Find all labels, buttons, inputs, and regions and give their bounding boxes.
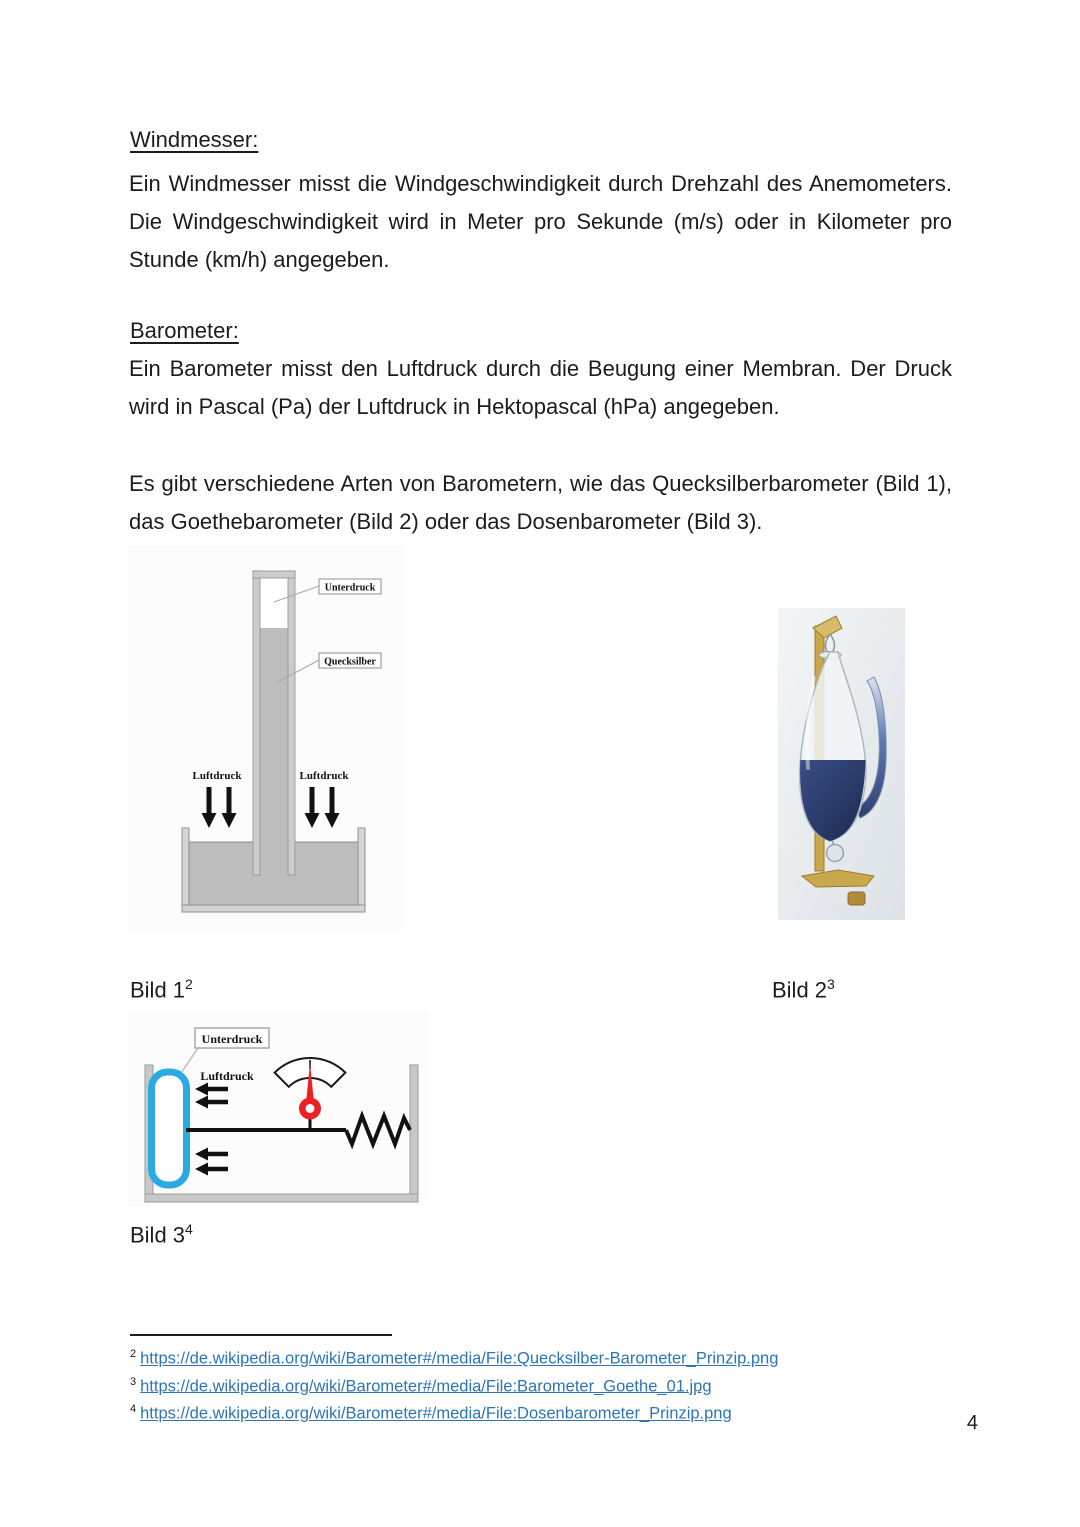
footnote-link-dosen[interactable]: https://de.wikipedia.org/wiki/Barometer#/media/File:Dosenbarometer_Prinzip.png xyxy=(140,1404,732,1423)
footnote-link-goethe[interactable]: https://de.wikipedia.org/wiki/Barometer#/media/File:Barometer_Goethe_01.jpg xyxy=(140,1377,712,1395)
vacuum-space xyxy=(260,578,288,628)
mercury-column xyxy=(260,628,288,868)
figure-quecksilberbarometer-diagram xyxy=(128,545,405,930)
caption-text: Bild 3 xyxy=(130,1222,186,1248)
label-luftdruck-right: Luftdruck xyxy=(299,770,349,782)
caption-bild-1 xyxy=(130,970,193,1004)
basin-wall-left xyxy=(182,828,189,912)
footnote-marker: 4 xyxy=(130,1403,137,1415)
label-quecksilber: Quecksilber xyxy=(324,656,376,668)
section-heading-barometer: Barometer: xyxy=(130,318,239,343)
basin-bottom xyxy=(182,905,365,912)
tube-wall-right xyxy=(288,571,295,875)
figure-goethebarometer-photo xyxy=(778,608,905,920)
vacuum-capsule xyxy=(152,1072,187,1185)
tube-cap xyxy=(253,571,295,578)
footnote-3 xyxy=(130,1371,950,1399)
section-heading-windmesser: Windmesser: xyxy=(130,127,259,152)
paragraph-barometer-arten: Es gibt verschiedene Arten von Barometern, wie das Quecksilberbarometer (Bild 1), das Goethebarometer (Bild 2) oder das Dosenbarometer (Bild 3). xyxy=(129,471,952,534)
paragraph-windmesser: Ein Windmesser misst die Windgeschwindigkeit durch Drehzahl des Anemometers. Die Windgeschwindigkeit wird in Meter pro Sekunde (m/s) oder in Kilometer pro Stunde (km/h) angegeben. xyxy=(129,171,952,272)
caption-text: Bild 1 xyxy=(130,977,186,1003)
footnote-marker: 2 xyxy=(130,1348,137,1360)
label-unterdruck: Unterdruck xyxy=(324,582,376,594)
label-luftdruck: Luftdruck xyxy=(200,1069,254,1083)
transfer-rod xyxy=(186,1128,346,1132)
footnote-4 xyxy=(130,1398,950,1426)
caption-footnote-marker: 2 xyxy=(185,976,193,992)
footnote-marker: 3 xyxy=(130,1375,137,1388)
base-foot xyxy=(848,892,865,905)
caption-text: Bild 2 xyxy=(772,977,828,1003)
needle-pivot-hole xyxy=(306,1104,315,1113)
footnote-separator xyxy=(130,1334,392,1336)
tube-wall-left xyxy=(253,571,260,875)
caption-footnote-marker: 4 xyxy=(185,1221,193,1237)
container-bottom xyxy=(145,1194,418,1202)
caption-bild-2 xyxy=(772,970,835,1004)
float-ball xyxy=(827,845,844,862)
label-luftdruck-left: Luftdruck xyxy=(192,770,242,782)
footnotes xyxy=(130,1343,950,1426)
footnote-2 xyxy=(130,1343,950,1371)
container-wall-right xyxy=(410,1065,418,1202)
page-number: 4 xyxy=(966,1412,978,1434)
label-unterdruck: Unterdruck xyxy=(201,1032,263,1046)
caption-footnote-marker: 3 xyxy=(827,976,835,992)
caption-bild-3 xyxy=(130,1215,193,1249)
footnote-link-quecksilber[interactable]: https://de.wikipedia.org/wiki/Barometer#/media/File:Quecksilber-Barometer_Prinzip.png xyxy=(140,1349,779,1368)
paragraph-barometer: Ein Barometer misst den Luftdruck durch die Beugung einer Membran. Der Druck wird in Pascal (Pa) der Luftdruck in Hektopascal (hPa) angegeben. xyxy=(129,356,952,419)
figure-dosenbarometer-diagram xyxy=(128,1012,430,1207)
basin-wall-right xyxy=(358,828,365,912)
